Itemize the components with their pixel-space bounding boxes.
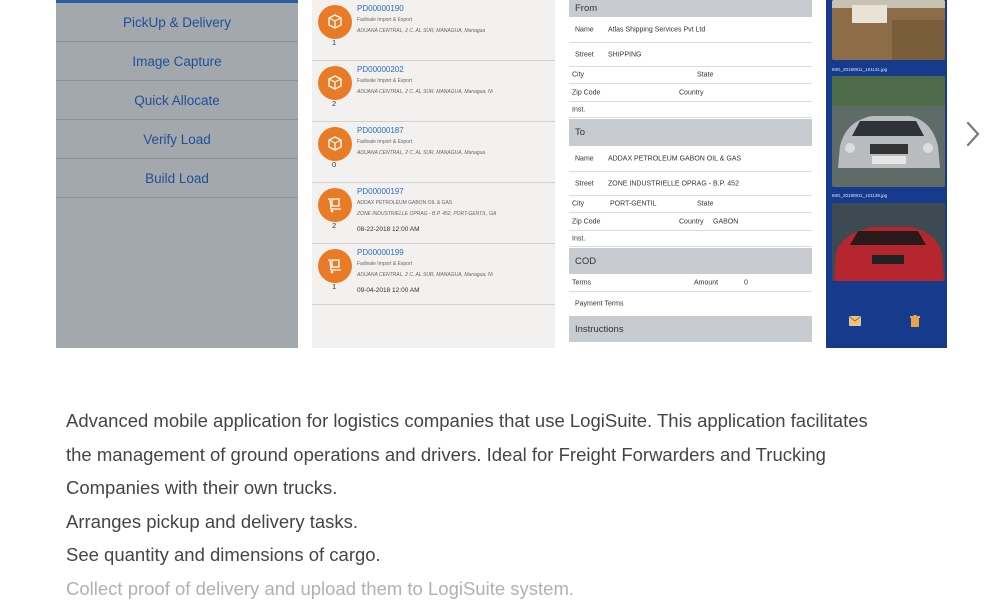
field-label: Inst. [572,235,586,242]
package-photo [832,0,945,60]
order-list-item [312,61,555,122]
box-icon [318,127,352,161]
description-line: See quantity and dimensions of cargo. [66,544,381,565]
field-value: GABON [713,218,739,225]
order-date: 08-22-2018 12:00 AM [357,226,420,233]
from-street-row [569,43,812,67]
order-address: ZONE INDUSTRIELLE OPRAG - B.P. 452, PORT-GENTIL, GA [357,211,497,217]
field-label: State [697,71,714,79]
menu-item-build-load: Build Load [56,159,298,198]
menu-item-quick-allocate: Quick Allocate [56,81,298,120]
description-line: Advanced mobile application for logistics companies that use LogiSuite. This application facilitates [66,410,868,431]
order-list-item [312,183,555,244]
field-label: Country [679,218,704,225]
order-qty: 1 [332,282,337,291]
order-qty: 1 [332,38,337,47]
order-qty: 0 [332,160,337,169]
field-label: Amount [694,279,719,286]
dolly-icon [318,188,352,222]
field-label: Name [575,155,594,162]
order-id: PD00000190 [357,4,404,13]
screenshot-order-list[interactable] [312,0,555,348]
order-list-item [312,0,555,61]
description-line: the management of ground operations and drivers. Ideal for Freight Forwarders and Trucking [66,443,826,465]
order-id: PD00000199 [357,248,404,257]
field-label: City [572,200,585,208]
photo-caption: IMG_20180911_101131.jpg [832,67,888,72]
order-list-item [312,122,555,183]
screenshot-menu[interactable] [56,0,298,348]
field-label: Payment Terms [575,300,624,308]
order-qty: 2 [332,99,337,108]
to-inst-row [569,231,812,247]
cod-terms-row [569,274,812,292]
order-date: 09-04-2018 12:00 AM [357,287,420,294]
order-company: Fadivale Import & Export [357,78,413,84]
payment-terms-row [569,292,812,316]
field-label: City [572,71,585,79]
to-city-row [569,196,812,213]
order-company: Fadivale Import & Export [357,17,413,23]
to-street-row [569,172,812,196]
box-icon [318,66,352,100]
order-company: Fadivale Import & Export [357,139,413,145]
order-address: ADUANA CENTRAL, 2 C. AL SUR, MANAGUA, Managua [357,150,486,156]
order-address: ADUANA CENTRAL, 2 C. AL SUR, MANAGUA, Managua, Ni [357,272,493,278]
field-value: SHIPPING [608,51,642,58]
field-label: Street [575,180,594,187]
field-value: ADDAX PETROLEUM GABON OIL & GAS [608,155,742,162]
section-instructions: Instructions [569,316,812,342]
order-qty: 2 [332,221,337,230]
from-city-row [569,67,812,84]
menu-item-image-capture: Image Capture [56,42,298,81]
dolly-icon [318,249,352,283]
photo-caption: IMG_20180911_101139.jpg [832,193,888,198]
menu-item-verify-load: Verify Load [56,120,298,159]
description-line: Companies with their own trucks. [66,477,338,498]
order-company: Fadivale Import & Export [357,261,413,267]
order-id: PD00000187 [357,126,404,135]
field-value: 0 [744,279,748,286]
field-value: ZONE INDUSTRIELLE OPRAG - B.P. 452 [608,180,739,187]
field-value: Atlas Shipping Services Pvt Ltd [608,26,706,33]
field-label: Terms [572,279,592,286]
from-inst-row [569,102,812,118]
description-line-faded: Collect proof of delivery and upload them to LogiSuite system. [66,577,575,599]
from-zip-row [569,84,812,102]
screenshot-order-detail[interactable] [569,0,812,348]
field-label: Zip Code [572,89,601,96]
field-label: Name [575,26,594,33]
order-id: PD00000202 [357,65,404,74]
box-icon [318,5,352,39]
field-label: State [697,200,714,208]
order-list-item [312,244,555,305]
delete-icon[interactable] [908,314,922,328]
field-label: Inst. [572,106,586,113]
menu-item-pickup-delivery: PickUp & Delivery [56,3,298,42]
field-value: PORT-GENTIL [610,200,657,208]
to-name-row [569,146,812,172]
field-label: Street [575,51,594,58]
to-zip-row [569,213,812,231]
field-label: Country [679,89,704,96]
email-icon[interactable] [848,314,862,328]
order-address: ADUANA CENTRAL, 2 C. AL SUR, MANAGUA, Managua, Ni [357,89,493,95]
chevron-right-icon[interactable] [962,119,984,149]
section-to: To [569,119,812,146]
app-description [66,404,936,600]
screenshot-photos[interactable] [826,0,947,348]
field-label: Zip Code [572,218,601,225]
order-address: ADUANA CENTRAL, 2 C. AL SUR, MANAGUA, Managua [357,28,486,34]
from-name-row [569,17,812,43]
order-id: PD00000197 [357,187,404,196]
order-company: ADDAX PETROLEUM GABON OIL & GAS [357,200,453,206]
car-photo [832,76,945,187]
section-cod: COD [569,248,812,274]
car-photo [832,203,945,281]
description-line: Arranges pickup and delivery tasks. [66,510,359,532]
section-from: From [569,0,812,17]
